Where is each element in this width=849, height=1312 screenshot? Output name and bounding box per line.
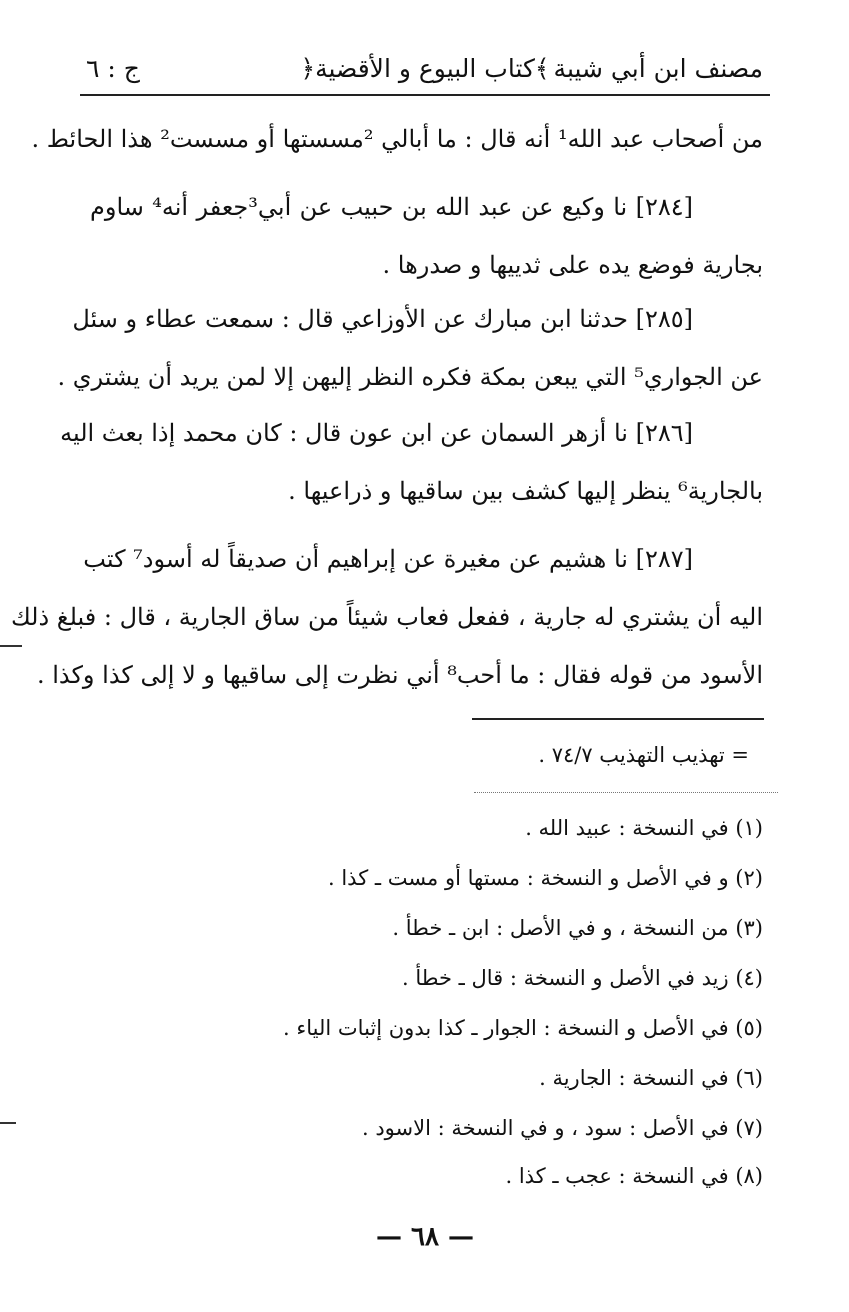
footnote-3: (٣) من النسخة ، و في الأصل : ابن ـ خطأ . <box>392 916 763 940</box>
paragraph-1 <box>31 110 763 168</box>
header-rule <box>80 94 770 96</box>
paragraph-285 <box>57 290 763 406</box>
footnote-1: (١) في النسخة : عبيد الله . <box>525 816 763 840</box>
scan-edge-mark <box>0 645 22 647</box>
volume-number: ج : ٦ <box>86 54 140 83</box>
footnote-rule <box>472 718 764 720</box>
paragraph-286 <box>60 404 763 520</box>
paragraph-line: [٢٨٤] نا وكيع عن عبد الله بن حبيب عن أبي³جعفر أنه⁴ ساوم <box>90 193 694 221</box>
paragraph-line: [٢٨٧] نا هشيم عن مغيرة عن إبراهيم أن صديقاً له أسود⁷ كتب <box>83 545 693 573</box>
footnote-4: (٤) زيد في الأصل و النسخة : قال ـ خطأ . <box>402 966 763 990</box>
paragraph-line: من أصحاب عبد الله¹ أنه قال : ما أبالي ²مسستها أو مسست² هذا الحائط . <box>31 125 763 153</box>
paragraph-line: [٢٨٦] نا أزهر السمان عن ابن عون قال : كان محمد إذا بعث اليه <box>60 419 693 447</box>
page-number: — ٦٨ — <box>375 1222 475 1252</box>
footnote-2: (٢) و في الأصل و النسخة : مستها أو مست ـ كذا . <box>327 866 763 890</box>
paragraph-line: الأسود من قوله فقال : ما أحب⁸ أني نظرت إلى ساقيها و لا إلى كذا وكذا . <box>36 661 763 689</box>
scan-edge-mark <box>0 1122 16 1124</box>
footnote-8: (٨) في النسخة : عجب ـ كذا . <box>505 1164 763 1188</box>
chapter-title: ﴿كتاب البيوع و الأقضية﴾ <box>300 54 550 83</box>
footnote-5: (٥) في الأصل و النسخة : الجوار ـ كذا بدون إثبات الياء . <box>283 1016 763 1040</box>
paragraph-line: بجارية فوضع يده على ثدييها و صدرها . <box>382 251 763 279</box>
footnote-6: (٦) في النسخة : الجارية . <box>539 1066 763 1090</box>
paragraph-284 <box>90 178 763 294</box>
paragraph-line: اليه أن يشتري له جارية ، ففعل فعاب شيئاً من ساق الجارية ، قال : فبلغ ذلك <box>10 603 763 631</box>
paragraph-line: عن الجواري⁵ التي يبعن بمكة فكره النظر إليهن إلا لمن يريد أن يشتري . <box>57 363 763 391</box>
footnote-continuation: = تهذيب التهذيب ٧٤/٧ . <box>538 743 749 767</box>
footnote-separator <box>474 792 778 793</box>
paragraph-287 <box>10 530 763 704</box>
footnote-7: (٧) في الأصل : سود ، و في النسخة : الاسود . <box>361 1116 763 1140</box>
book-title: مصنف ابن أبي شيبة <box>553 54 763 83</box>
paragraph-line: بالجارية⁶ ينظر إليها كشف بين ساقيها و ذراعيها . <box>288 477 763 505</box>
paragraph-line: [٢٨٥] حدثنا ابن مبارك عن الأوزاعي قال : سمعت عطاء و سئل <box>72 305 693 333</box>
